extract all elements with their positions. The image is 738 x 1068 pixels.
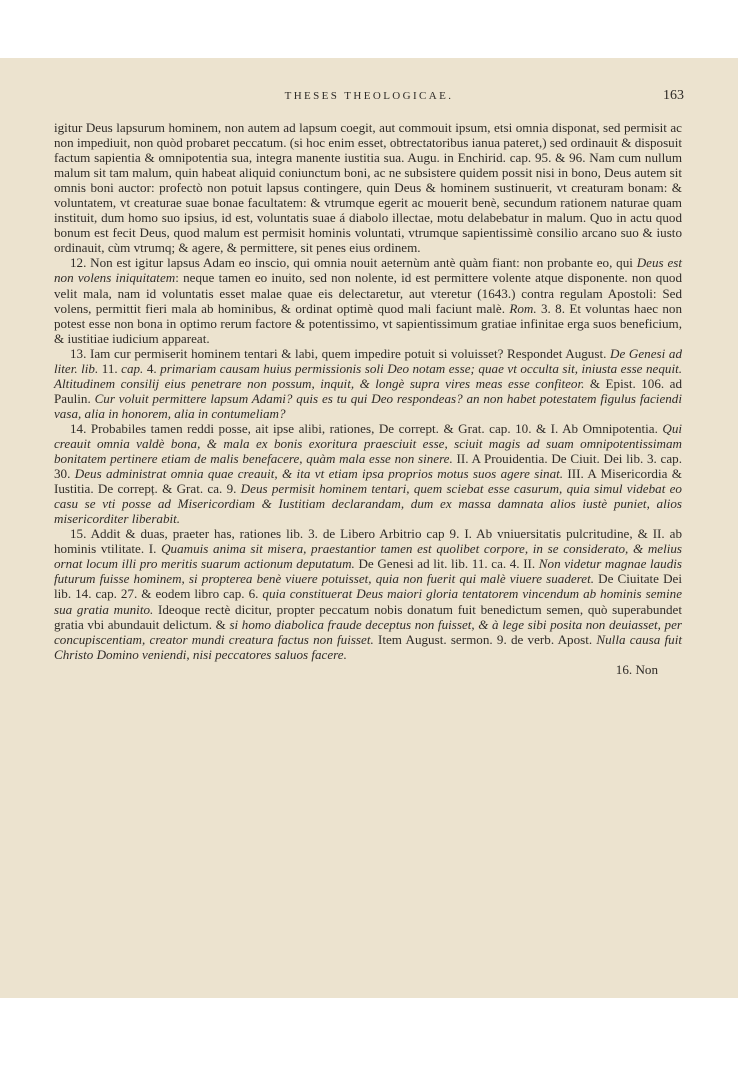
italic-quote: cap.: [121, 360, 144, 376]
paragraph: [54, 255, 682, 345]
text-body: [54, 120, 682, 677]
running-head: [54, 90, 684, 108]
italic-quote: Cur voluit permittere lapsum Adami? quis es tu qui Deo respondeas? an non habet potestatem figulus faciendi vasa, alia in honorem, alia in contumeliam?: [54, 390, 682, 421]
text-run: igitur Deus lapsurum hominem, non autem ad lapsum coegit, aut commouit ipsum, etsi omnia disponat, sed permisit ac non impediuit, non quòd probaret peccatum. (si hoc enim esset, obtrectatoribus ianua pateret,) sed ordinauit & disposuit factum sapientia & omnipotentia sua, integra manente iustitia sua. Augu. in Enchirid. cap. 95. & 96. Nam cum nullum malum sit tam malum, quin habeat aliquid coniunctum boni, ac ne subsistere quidem possit nisi in bono, Deus autem sit omnis boni auctor: profectò non potuit lapsus contingere, quin Deus & hominem sustinuerit, vt creaturam bonam: & voluntatem, vt creaturae suae bonae facultatem: & vtrumque egerit ac mouerit benè, secundum rationem naturae quam instituit, dum homo suo ipsius, id est, voluntatis suae á diabolo illectae, motu delabebatur in malum. Quo in actu quod bonum est fecit Deus, quod malum est permisit hominis voluntati, vtrumque sapientissimè consilio arcano suo & iusto ordinauit, cùm vtrumq; & agere, & permittere, sit penes eius ordinem.: [54, 120, 682, 256]
italic-quote: Rom.: [509, 300, 537, 316]
text-run: & Epist. 106. ad Paulin.: [54, 375, 682, 406]
running-title: THESES THEOLOGICAE.: [284, 90, 454, 102]
paragraph: [54, 346, 682, 421]
italic-quote: Deus permisit hominem tentari, quem sciebat esse casurum, quia simul videbat eo casu se vti posse ad Misericordiam & Iustitiam declarandam, dum ex massa damnata alios iustè puniet, alios misericorditer liberabit.: [54, 481, 682, 527]
italic-quote: si homo diabolica fraude deceptus non fuisset, & à lege sibi posita non deuiasset, per concupiscentiam, creator mundi creatura factus non fuisset.: [54, 616, 683, 647]
text-run: Item August. sermon. 9. de verb. Apost.: [373, 631, 597, 647]
paragraph: [54, 526, 682, 661]
text-run: 13. Iam cur permiserit hominem tentari & labi, quem impedire potuit si voluisset? Respondet August.: [70, 345, 610, 361]
text-run: 14. Probabiles tamen reddi posse, ait ipse alibi, rationes, De corrept. & Grat. cap. 10. & I. Ab Omnipotentia.: [70, 420, 663, 436]
text-run: 15. Addit & duas, praeter has, rationes lib. 3. de Libero Arbitrio cap 9. I. Ab vniuersitatis pulcritudine, & II. ab hominis vtilitate. I.: [54, 526, 682, 557]
text-run: Ideoque rectè dicitur, propter peccatum nobis donatum fuit benedictum semen, quò superabundet gratia vbi abundauit delictum. &: [54, 601, 682, 632]
text-run: III. A Misericordia & Iustitia. De correpț. & Grat. ca. 9.: [54, 466, 682, 497]
catchword: 16. Non: [615, 661, 658, 677]
text-run: 4.: [143, 360, 161, 376]
paragraph: [54, 120, 682, 255]
italic-quote: Non videtur magnae laudis futurum fuisse hominem, si propterea benè viuere potuisset, quia non fuerit qui malè viuere suaderet.: [54, 556, 683, 587]
italic-quote: primariam causam huius permissionis soli Deo notam esse; quae vt occulta sit, iniusta esse nequit. Altitudinem consilij eius penetrare non possum, inquit, & longè supra vires meas esse confiteor.: [54, 360, 682, 391]
text-run: 12. Non est igitur lapsus Adam eo inscio, qui omnia nouit aeternùm antè quàm fiant: non probante eo, qui: [70, 255, 637, 271]
italic-quote: Nulla causa fuit Christo Domino veniendi, nisi peccatores saluos facere.: [54, 631, 682, 662]
italic-quote: Deus administrat omnia quae creauit, & ita vt etiam ipsa proprios motus suos agere sinat.: [74, 466, 564, 482]
italic-quote: Deus est non volens iniquitatem: [54, 255, 682, 286]
paragraph: [54, 421, 682, 526]
text-run: De Genesi ad lit. lib. 11. ca. 4. II.: [354, 556, 539, 572]
text-run: 3. 8. Et voluntas haec non potest esse non bona in optimo rerum factore & potentissimo, vt sapientissimum gratiae infinitae erga suos beneficium, & iustitiae iudicium appareat.: [54, 300, 682, 346]
text-run: De Ciuitate Dei lib. 14. cap. 27. & eodem libro cap. 6.: [54, 571, 683, 602]
book-page: [0, 58, 738, 998]
italic-quote: De Genesi ad liter. lib.: [54, 345, 682, 376]
italic-quote: Quamuis anima sit misera, praestantior tamen est quolibet corpore, in se considerato, & melius ornat locum illi pro meritis suarum actionum deputatum.: [54, 541, 683, 572]
italic-quote: Qui creauit omnia valdè bona, & mala ex bonis exoritura praesciuit esse, sciuit magis ad suam omnipotentissimam bonitatem pertinere etiam de malis benefacere, quàm mala esse non sinere.: [54, 420, 682, 467]
page-number: 163: [663, 88, 684, 103]
text-run: 11.: [98, 360, 122, 376]
italic-quote: quia constituerat Deus maiori gloria tentatorem vincendum ab hominis semine sua gratia munito.: [54, 586, 682, 617]
text-run: II. A Prouidentia. De Ciuit. Dei lib. 3. cap. 30.: [54, 451, 682, 482]
text-run: : neque tamen eo inuito, sed non nolente, id est permittere volente atque disponente. non quod velit mala, nam id voluntatis esset malae quae eis delectaretur, aut vteretur (1643.) contra regulam Apostoli: Sed volens, permittit fieri mala ab hominibus, & ordinat optimè quod mali faciunt malè.: [54, 270, 682, 316]
